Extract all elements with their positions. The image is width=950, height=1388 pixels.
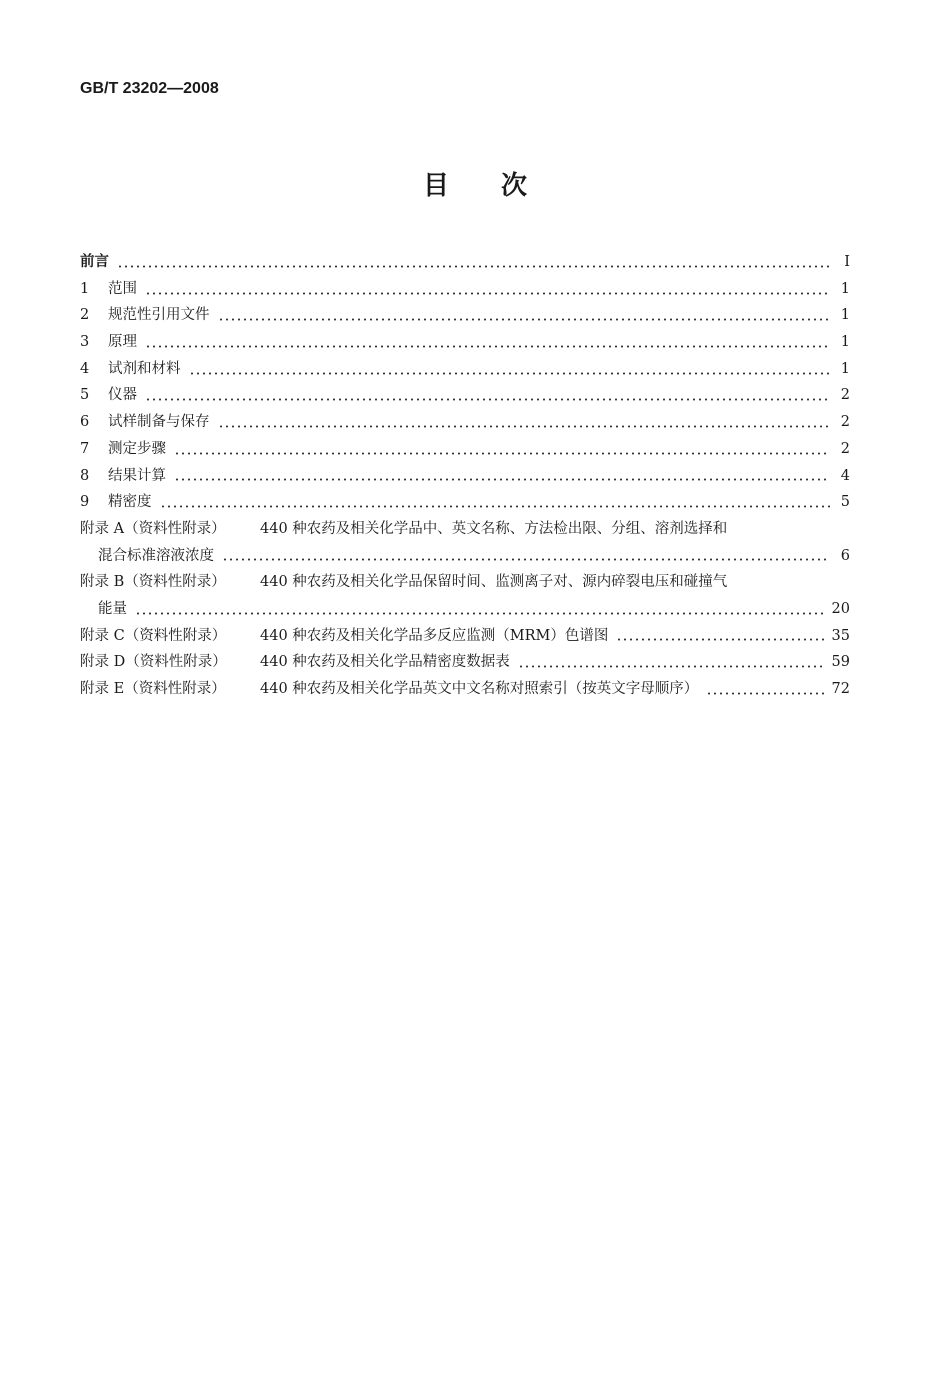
toc-entry-appendix-b-continued[interactable] [80, 597, 850, 624]
toc-entry-section[interactable] [80, 437, 850, 464]
toc-page-number: Ⅰ [844, 254, 850, 270]
toc-entry-appendix-c[interactable] [80, 624, 850, 651]
appendix-code: 附录 A（资料性附录） [80, 520, 226, 537]
appendix-title-line1: 440 种农药及相关化学品中、英文名称、方法检出限、分组、溶剂选择和 [260, 520, 728, 537]
toc-page-number: 2 [840, 414, 850, 431]
toc-page-number: 1 [840, 280, 850, 297]
toc-entry-section[interactable] [80, 277, 850, 304]
section-number: 1 [80, 280, 90, 297]
leader-dots [160, 505, 831, 508]
toc-entry-section[interactable] [80, 330, 850, 357]
toc-label: 规范性引用文件 [108, 307, 210, 324]
title-char-2: 次 [501, 171, 528, 201]
appendix-code: 附录 D（资料性附录） [80, 654, 227, 671]
toc-entry-section[interactable] [80, 303, 850, 330]
leader-dots [189, 372, 831, 375]
toc-label: 范围 [108, 280, 137, 297]
toc-page-number: 1 [840, 334, 850, 351]
section-number: 3 [80, 334, 90, 351]
toc-label: 精密度 [108, 494, 152, 511]
section-number: 4 [80, 360, 90, 377]
toc-page-number: 1 [840, 360, 850, 377]
appendix-title-line2: 能量 [98, 600, 127, 617]
toc-page-number: 4 [840, 467, 850, 484]
toc-label: 试剂和材料 [108, 360, 181, 377]
section-number: 9 [80, 494, 90, 511]
section-number: 6 [80, 414, 90, 431]
toc-entry-appendix-d[interactable] [80, 650, 850, 677]
leader-dots [117, 265, 830, 268]
toc-label: 原理 [108, 334, 137, 351]
toc-page-number: 1 [840, 307, 850, 324]
toc-page-number: 59 [831, 654, 850, 671]
toc-page-number: 2 [840, 387, 850, 404]
appendix-title: 440 种农药及相关化学品精密度数据表 [260, 654, 510, 671]
leader-dots [218, 318, 831, 321]
appendix-title-line1: 440 种农药及相关化学品保留时间、监测离子对、源内碎裂电压和碰撞气 [260, 574, 728, 591]
leader-dots [174, 478, 830, 481]
leader-dots [518, 665, 824, 668]
leader-dots [218, 425, 831, 428]
toc-entry-section[interactable] [80, 383, 850, 410]
appendix-code: 附录 E（资料性附录） [80, 681, 226, 697]
toc-entry-section[interactable] [80, 357, 850, 384]
appendix-title: 440 种农药及相关化学品多反应监测（MRM）色谱图 [260, 627, 609, 644]
toc-label: 前言 [80, 253, 109, 270]
toc-entry-section[interactable] [80, 490, 850, 517]
appendix-code: 附录 B（资料性附录） [80, 574, 226, 591]
leader-dots [174, 452, 830, 455]
toc-page-number: 72 [831, 681, 850, 697]
leader-dots [145, 398, 830, 401]
leader-dots [145, 292, 830, 295]
toc-page-number: 35 [831, 627, 850, 644]
toc-label: 试样制备与保存 [108, 414, 210, 431]
title-char-1: 目 [422, 171, 449, 201]
toc-entry-section[interactable] [80, 464, 850, 491]
table-of-contents [80, 250, 850, 704]
appendix-code: 附录 C（资料性附录） [80, 627, 227, 644]
leader-dots [616, 638, 823, 641]
toc-label: 结果计算 [108, 467, 166, 484]
section-number: 2 [80, 307, 90, 324]
section-number: 8 [80, 467, 90, 484]
toc-page-number: 5 [840, 494, 850, 511]
toc-page-number: 2 [840, 440, 850, 457]
toc-label: 测定步骤 [108, 440, 166, 457]
toc-entry-appendix-e[interactable] [80, 677, 850, 704]
leader-dots [135, 612, 824, 615]
toc-page-number: 20 [831, 600, 850, 617]
section-number: 5 [80, 387, 90, 404]
toc-entry-section[interactable] [80, 410, 850, 437]
toc-label: 仪器 [108, 387, 137, 404]
appendix-title-line2: 混合标准溶液浓度 [98, 547, 214, 564]
toc-entry-foreword[interactable] [80, 250, 850, 277]
section-number: 7 [80, 440, 90, 457]
page-title [0, 165, 950, 202]
leader-dots [145, 345, 830, 348]
toc-entry-appendix-a-continued[interactable] [80, 544, 850, 571]
appendix-title: 440 种农药及相关化学品英文中文名称对照索引（按英文字母顺序） [260, 681, 699, 697]
toc-entry-appendix-b[interactable] [80, 570, 850, 597]
toc-entry-appendix-a[interactable] [80, 517, 850, 544]
toc-page-number: 6 [840, 547, 850, 564]
leader-dots [706, 692, 823, 695]
leader-dots [222, 558, 830, 561]
standard-code: GB/T 23202—2008 [80, 80, 219, 97]
